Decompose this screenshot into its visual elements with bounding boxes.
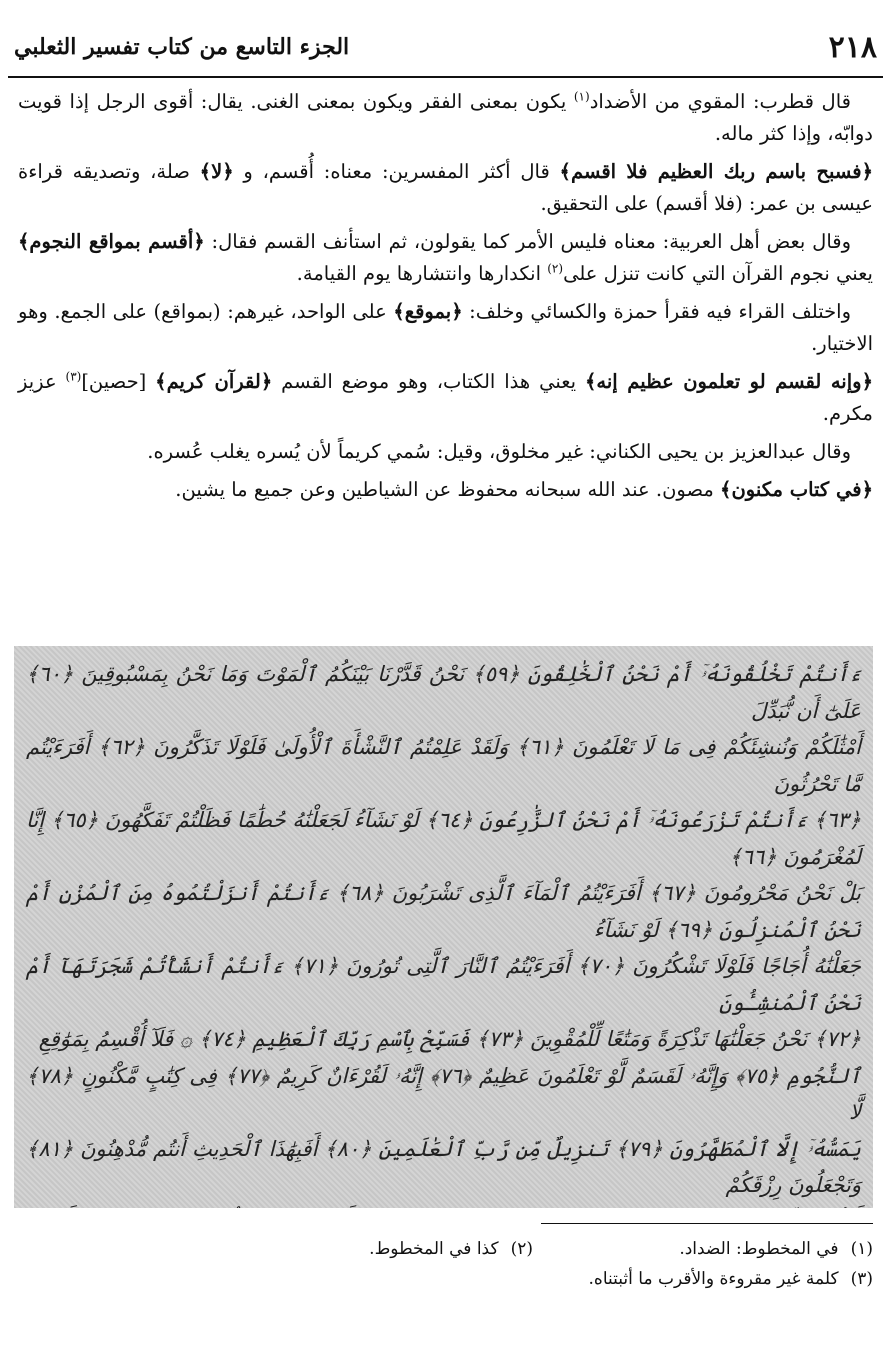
footnote-number: (١) [850,1239,873,1259]
paragraph-1 [18,86,873,150]
paragraph-6 [18,436,873,468]
footnotes [18,1234,873,1294]
text-run: يعني هذا الكتاب، وهو موضع القسم [272,370,585,393]
quran-line: ﴿٧٢﴾ نَحْنُ جَعَلْنَٰهَا تَذْكِرَةً وَمَتَٰعًا لِّلْمُقْوِينَ ﴿٧٣﴾ فَسَبِّحْ بِٱسْمِ رَبِّكَ ٱلْعَظِيمِ ﴿٧٤﴾ ۞ فَلَآ أُقْسِمُ بِمَوَٰقِعِ [38,1027,861,1051]
footnote-divider [541,1223,873,1224]
paragraph-5 [18,366,873,430]
paragraph-7 [18,474,873,506]
running-title: الجزء التاسع من كتاب تفسير الثعلبي [14,34,350,60]
text-run: انكدارها وانتشارها يوم القيامة. [296,262,548,285]
commentary-body [18,86,873,512]
footnote-text: كلمة غير مقروءة والأقرب ما أثبتناه. [588,1269,839,1289]
quran-line: أَمْثَٰلَكُمْ وَنُنشِئَكُمْ فِى مَا لَا تَعْلَمُونَ ﴿٦١﴾ وَلَقَدْ عَلِمْتُمُ ٱلنَّشْأَةَ ٱلْأُولَىٰ فَلَوْلَا تَذَكَّرُونَ ﴿٦٢﴾ أَفَرَءَيْتُم مَّا تَحْرُثُونَ [26,735,861,796]
quran-quote: ﴿لا﴾ [199,160,234,183]
footnote-text: في المخطوط: الضداد. [679,1239,839,1259]
quran-line: ءَأَنتُمْ تَخْلُقُونَهُۥٓ أَمْ نَحْنُ ٱلْخَٰلِقُونَ ﴿٥٩﴾ نَحْنُ قَدَّرْنَا بَيْنَكُمُ ٱلْمَوْتَ وَمَا نَحْنُ بِمَسْبُوقِينَ ﴿٦٠﴾ عَلَىٰٓ أَن نُّبَدِّلَ [26,662,861,723]
text-run: قال قطرب: المقوي من الأضداد [589,90,851,113]
text-run: واختلف القراء فيه فقرأ حمزة والكسائي وخلف: [462,300,851,323]
footnote-row [18,1234,873,1264]
footnote-ref: (١) [573,89,590,104]
text-run: وقال عبدالعزيز بن يحيى الكناني: غير مخلوق، وقيل: سُمي كريماً لأن يُسره يغلب عُسره. [147,440,851,463]
footnote-row [18,1264,873,1294]
quran-line: يَمَسُّهُۥٓ إِلَّا ٱلْمُطَهَّرُونَ ﴿٧٩﴾ تَنزِيلٌ مِّن رَّبِّ ٱلْعَٰلَمِينَ ﴿٨٠﴾ أَفَبِهَٰذَا ٱلْحَدِيثِ أَنتُم مُّدْهِنُونَ ﴿٨١﴾ وَتَجْعَلُونَ رِزْقَكُمْ [26,1136,861,1197]
footnote-number: (٣) [850,1269,873,1289]
text-run: يكون بمعنى الفقر ويكون بمعنى الغنى. يقال: أقوى الرجل إذا قويت دوابّه، وإذا كثر ماله. [18,90,873,145]
quran-quote: ﴿فسبح باسم ربك العظيم فلا اقسم﴾ [559,160,873,183]
text-run: مصون. عند الله سبحانه محفوظ عن الشياطين وعن جميع ما يشين. [175,478,721,501]
text-run: وقال بعض أهل العربية: معناه فليس الأمر كما يقولون، ثم استأنف القسم فقال: [204,230,851,253]
page-header [8,26,883,78]
page-number: ٢١٨ [828,30,877,65]
footnote-ref: (٣) [65,369,82,384]
quran-line: ﴿٦٣﴾ ءَأَنتُمْ تَزْرَعُونَهُۥٓ أَمْ نَحْنُ ٱلزَّٰرِعُونَ ﴿٦٤﴾ لَوْ نَشَآءُ لَجَعَلْنَٰهُ حُطَٰمًا فَظَلْتُمْ تَفَكَّهُونَ ﴿٦٥﴾ إِنَّا لَمُغْرَمُونَ ﴿٦٦﴾ [26,808,861,869]
footnote-text: كذا في المخطوط. [369,1239,499,1259]
footnote-number: (٢) [510,1239,533,1259]
quran-line: بَلْ نَحْنُ مَحْرُومُونَ ﴿٦٧﴾ أَفَرَءَيْتُمُ ٱلْمَآءَ ٱلَّذِى تَشْرَبُونَ ﴿٦٨﴾ ءَأَنتُمْ أَنزَلْتُمُوهُ مِنَ ٱلْمُزْنِ أَمْ نَحْنُ ٱلْمُنزِلُونَ ﴿٦٩﴾ لَوْ نَشَآءُ [26,881,861,942]
text-run: على الواحد، غيرهم: (بمواقع) على الجمع. وهو الاختيار. [18,300,873,355]
paragraph-4 [18,296,873,360]
text-run: عزيز مكرم. [18,370,873,425]
quran-line: جَعَلْنَٰهُ أُجَاجًا فَلَوْلَا تَشْكُرُونَ ﴿٧٠﴾ أَفَرَءَيْتُمُ ٱلنَّارَ ٱلَّتِى تُورُونَ ﴿٧١﴾ ءَأَنتُمْ أَنشَأْتُمْ شَجَرَتَهَآ أَمْ نَحْنُ ٱلْمُنشِـُٔونَ [26,954,862,1015]
quran-verses-block [14,646,873,1208]
quran-quote: ﴿لقرآن كريم﴾ [155,370,273,393]
paragraph-2 [18,156,873,220]
quran-line: ٱلنُّجُومِ ﴿٧٥﴾ وَإِنَّهُۥ لَقَسَمٌ لَّوْ تَعْلَمُونَ عَظِيمٌ ﴿٧٦﴾ إِنَّهُۥ لَقُرْءَانٌ كَرِيمٌ ﴿٧٧﴾ فِى كِتَٰبٍ مَّكْنُونٍ ﴿٧٨﴾ لَّا [26,1063,862,1124]
quran-quote: ﴿في كتاب مكنون﴾ [720,478,873,501]
text-run: قال أكثر المفسرين: معناه: أُقسم، و [233,160,560,183]
quran-quote: ﴿أقسم بمواقع النجوم﴾ [18,230,205,253]
footnote-ref: (٢) [547,261,564,276]
text-run: [حصين] [81,370,156,393]
quran-quote: ﴿بموقع﴾ [393,300,463,323]
footnote-2 [193,1234,533,1264]
footnote-3 [589,1264,873,1294]
text-run: صلة، وتصديقه قراءة عيسى بن عمر: (فلا أقسم) على التحقيق. [18,160,873,215]
quran-line [26,1204,861,1209]
quran-quote: ﴿وإنه لقسم لو تعلمون عظيم إنه﴾ [584,370,873,393]
text-run: يعني نجوم القرآن التي كانت تنزل على [563,262,873,285]
footnote-1 [533,1234,873,1264]
paragraph-3 [18,226,873,290]
